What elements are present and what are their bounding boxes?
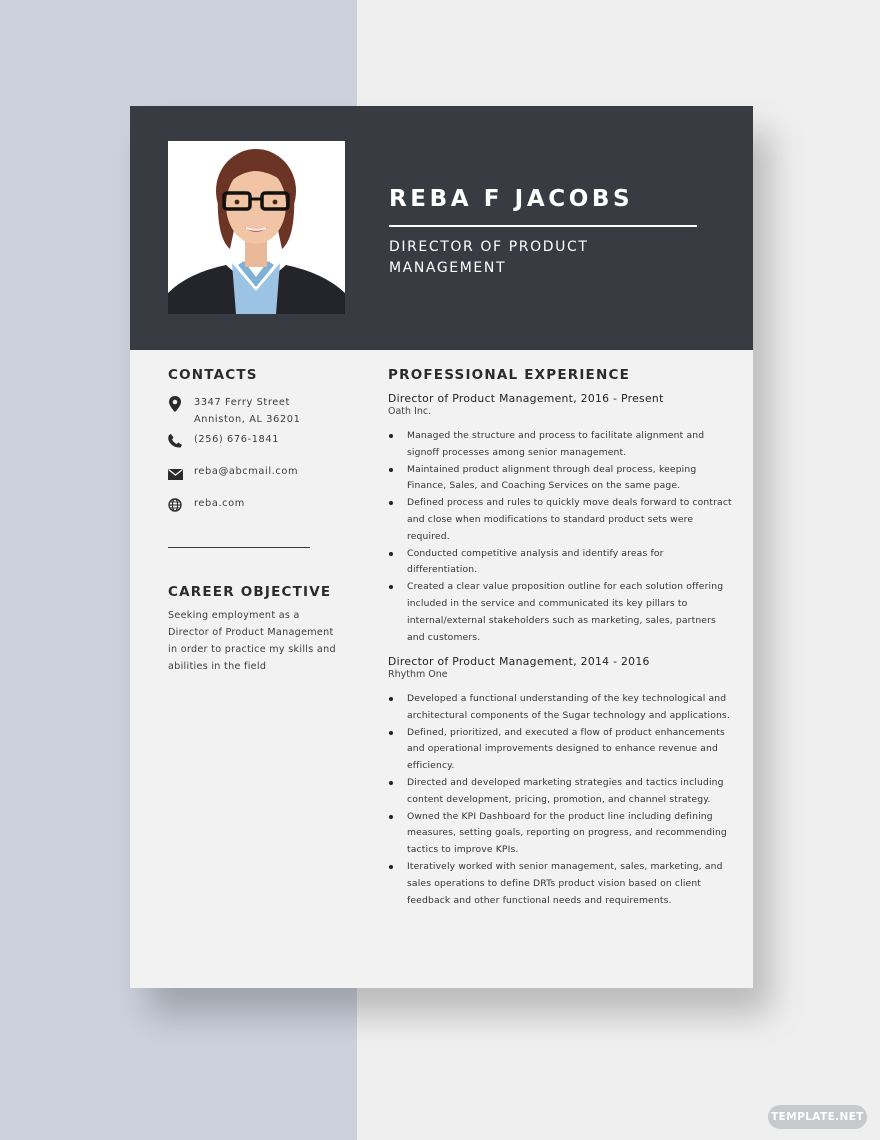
phone-text: (256) 676-1841 [194, 434, 280, 445]
bullet-icon [389, 815, 393, 819]
candidate-title: DIRECTOR OF PRODUCT MANAGEMENT [389, 239, 589, 276]
bullet-icon [389, 697, 393, 701]
bullet-icon [389, 501, 393, 505]
job-bullet [388, 495, 733, 545]
contacts-heading: CONTACTS [168, 367, 258, 383]
bullet-text: Conducted competitive analysis and identify areas for differentiation. [407, 547, 664, 576]
experience-heading: PROFESSIONAL EXPERIENCE [388, 367, 631, 383]
bullet-icon [389, 434, 393, 438]
job-company: Oath Inc. [388, 406, 432, 417]
bullet-icon [389, 585, 393, 589]
name-divider [389, 225, 697, 227]
bullet-icon [389, 731, 393, 735]
bullet-text: Defined process and rules to quickly move deals forward to contract and close when modifications to standard product sets were required. [407, 497, 732, 542]
website-text: reba.com [194, 498, 245, 509]
job-bullet [388, 579, 733, 646]
bullet-icon [389, 468, 393, 472]
template-watermark[interactable]: TEMPLATE.NET [768, 1105, 867, 1129]
job-bullet [388, 809, 733, 859]
job-entry [388, 392, 733, 646]
contacts-divider [168, 547, 310, 548]
candidate-name: REBA F JACOBS [389, 186, 634, 212]
job-bullet [388, 546, 733, 580]
job-bullet [388, 725, 733, 775]
job-bullets [388, 428, 733, 646]
objective-heading: CAREER OBJECTIVE [168, 584, 332, 600]
bullet-icon [389, 552, 393, 556]
resume-header [130, 106, 753, 350]
email-text: reba@abcmail.com [194, 466, 299, 477]
job-entry [388, 655, 733, 909]
objective-text: Seeking employment as a Director of Product Management in order to practice my skills and abilities in the field [168, 610, 336, 672]
address-line2: Anniston, AL 36201 [194, 414, 301, 425]
job-bullet [388, 775, 733, 809]
bullet-icon [389, 865, 393, 869]
bullet-text: Iteratively worked with senior management, sales, marketing, and sales operations to define DRTs product vision based on client feedback and other functional needs and requirements. [407, 860, 723, 906]
job-company: Rhythm One [388, 669, 448, 680]
bullet-text: Owned the KPI Dashboard for the product line including defining measures, setting goals, reporting on progress, and recommending tactics to improve KPIs. [407, 810, 727, 856]
address-text [194, 394, 300, 428]
job-bullet [388, 462, 733, 496]
globe-icon [168, 497, 182, 511]
address-line1: 3347 Ferry Street [194, 397, 290, 408]
job-bullet [388, 859, 733, 909]
job-title: Director of Product Management, 2016 - Present [388, 392, 664, 405]
job-title: Director of Product Management, 2014 - 2016 [388, 655, 650, 668]
envelope-icon [168, 465, 182, 479]
bullet-text: Defined, prioritized, and executed a flow of product enhancements and operational improvements designed to enhance revenue and efficiency. [407, 726, 725, 772]
bullet-text: Maintained product alignment through deal process, keeping Finance, Sales, and Coaching Services on the same page. [407, 463, 697, 492]
bullet-text: Directed and developed marketing strategies and tactics including content development, pricing, promotion, and channel strategy. [407, 776, 724, 805]
profile-photo [168, 141, 345, 314]
portrait-image [168, 141, 345, 314]
bullet-text: Created a clear value proposition outline for each solution offering included in the service and communicated its key pillars to internal/external stakeholders such as marketing, sales, partners and customers. [407, 581, 724, 643]
job-bullet [388, 428, 733, 462]
job-bullet [388, 691, 733, 725]
resume-sheet [130, 106, 753, 988]
job-bullets [388, 691, 733, 909]
location-pin-icon [168, 396, 182, 410]
bullet-icon [389, 781, 393, 785]
phone-icon [168, 433, 182, 447]
bullet-text: Managed the structure and process to facilitate alignment and signoff processes among senior management. [407, 430, 705, 458]
bullet-text: Developed a functional understanding of the key technological and architectural components of the Sugar technology and applications. [407, 693, 730, 721]
